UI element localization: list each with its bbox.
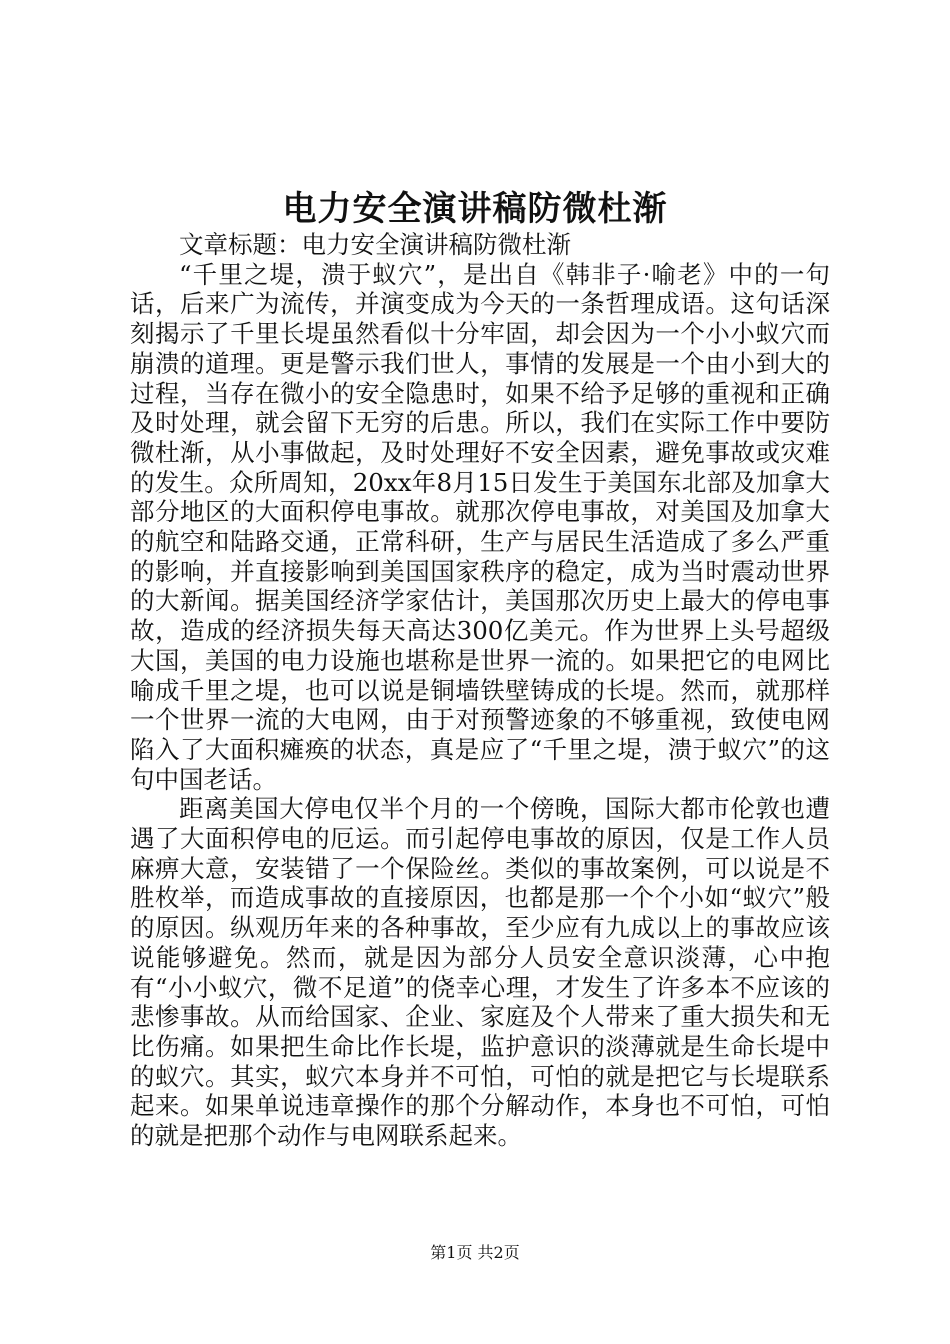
page-footer: [0, 1243, 950, 1263]
subtitle-line: 文章标题：电力安全演讲稿防微杜渐: [179, 230, 571, 259]
page-title: 电力安全演讲稿防微杜渐: [282, 189, 668, 229]
document-body: [130, 230, 830, 1151]
paragraph: 距离美国大停电仅半个月的一个傍晚，国际大都市伦敦也遭遇了大面积停电的厄运。而引起停电事故的原因，仅是工作人员麻痹大意，安装错了一个保险丝。类似的事故案例，可以说是不胜枚举，而造成事故的直接原因，也都是那一个个小如“蚁穴”般的原因。纵观历年来的各种事故，至少应有九成以上的事故应该说能够避免。然而，就是因为部分人员安全意识淡薄，心中抱有“小小蚁穴，微不足道”的侥幸心理，才发生了许多本不应该的悲惨事故。从而给国家、企业、家庭及个人带来了重大损失和无比伤痛。如果把生命比作长堤，监护意识的淡薄就是生命长堤中的蚁穴。其实，蚁穴本身并不可怕，可怕的就是把它与长堤联系起来。如果单说违章操作的那个分解动作，本身也不可怕，可怕的就是把那个动作与电网联系起来。: [130, 794, 830, 1151]
page-number: 第1页 共2页: [430, 1243, 520, 1262]
paragraph: “千里之堤，溃于蚁穴”，是出自《韩非子·喻老》中的一句话，后来广为流传，并演变成为今天的一条哲理成语。这句话深刻揭示了千里长堤虽然看似十分牢固，却会因为一个小小蚁穴而崩溃的道理。更是警示我们世人，事情的发展是一个由小到大的过程，当存在微小的安全隐患时，如果不给予足够的重视和正确及时处理，就会留下无穷的后患。所以，我们在实际工作中要防微杜渐，从小事做起，及时处理好不安全因素，避免事故或灾难的发生。众所周知，20xx年8月15日发生于美国东北部及加拿大部分地区的大面积停电事故。就那次停电事故，对美国及加拿大的航空和陆路交通，正常科研，生产与居民生活造成了多么严重的影响，并直接影响到美国国家秩序的稳定，成为当时震动世界的大新闻。据美国经济学家估计，美国那次历史上最大的停电事故，造成的经济损失每天高达300亿美元。作为世界上头号超级大国，美国的电力设施也堪称是世界一流的。如果把它的电网比喻成千里之堤，也可以说是铜墙铁壁铸成的长堤。然而，就那样一个世界一流的大电网，由于对预警迹象的不够重视，致使电网陷入了大面积瘫痪的状态，真是应了“千里之堤，溃于蚁穴”的这句中国老话。: [130, 259, 830, 794]
